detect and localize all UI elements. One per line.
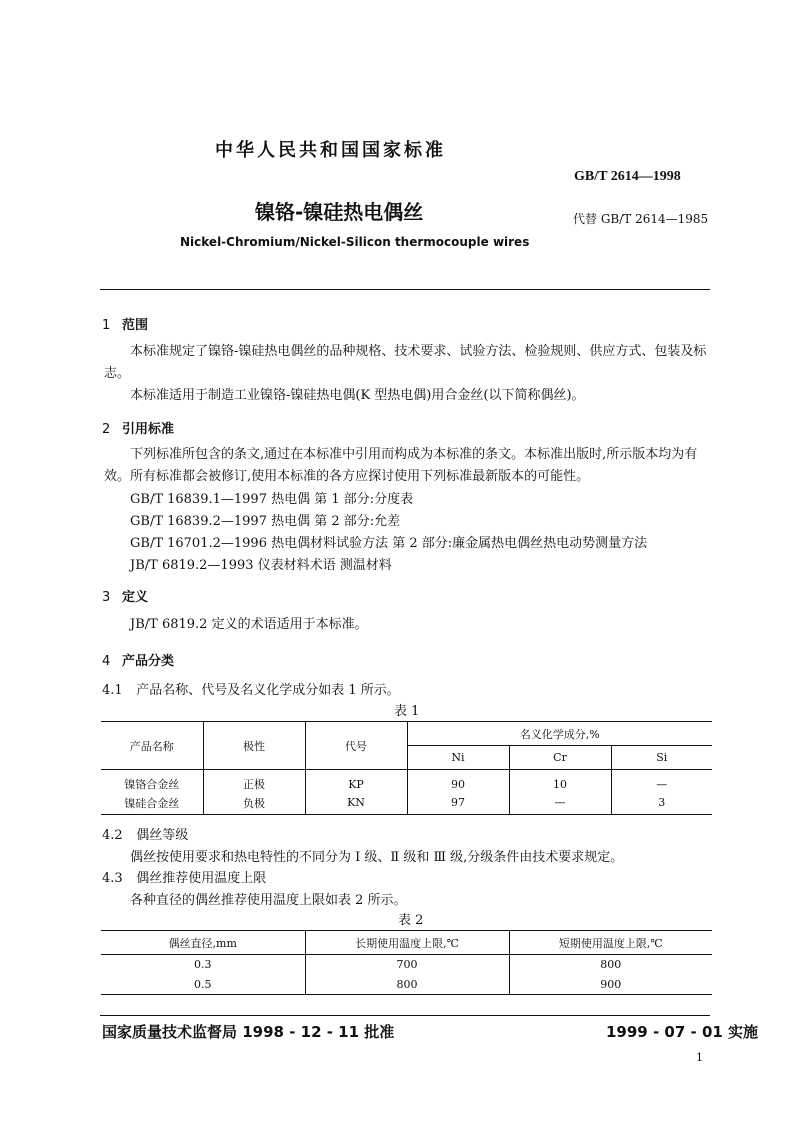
cell-name: 镍铬合金丝	[124, 778, 180, 791]
table-2-caption: 表 2	[398, 913, 424, 928]
subsection-4-3	[102, 867, 266, 886]
table-1-caption: 表 1	[394, 704, 420, 719]
section-number: 1	[102, 318, 111, 333]
cell-short-term: 900	[509, 975, 712, 995]
cell-si: —	[611, 770, 712, 793]
header-cr: Cr	[509, 746, 611, 770]
cell-polarity: 正极	[203, 770, 305, 793]
subsection-title: 偶丝推荐使用温度上限	[136, 871, 267, 886]
section-number: 4	[102, 654, 111, 669]
header-composition: 名义化学成分,%	[407, 722, 712, 746]
document-title-cn: 镍铬-镍硅热电偶丝	[255, 200, 424, 224]
cell-name: 镍硅合金丝	[124, 796, 180, 810]
header-ni: Ni	[407, 746, 509, 770]
cell-polarity: 负极	[203, 792, 305, 814]
cell-diameter: 0.3	[194, 958, 212, 972]
section-title: 产品分类	[122, 654, 175, 669]
standard-number: GB/T 2614—1998	[574, 169, 681, 184]
footer-rule	[100, 1015, 710, 1016]
section-1-paragraph-2: 本标准适用于制造工业镍铬-镍硅热电偶(K 型热电偶)用合金丝(以下简称偶丝)。	[130, 388, 585, 403]
subsection-4-2-text: 偶丝按使用要求和热电特性的不同分为 Ⅰ 级、Ⅱ 级和 Ⅲ 级,分级条件由技术要求规定。	[130, 850, 624, 865]
cell-code: KN	[305, 792, 407, 814]
section-title: 范围	[122, 318, 149, 333]
header-diameter: 偶丝直径,mm	[101, 931, 305, 955]
cell-cr: 10	[509, 770, 611, 793]
table-row	[101, 770, 712, 793]
cell-code: KP	[305, 770, 407, 793]
reference-item: GB/T 16839.2—1997 热电偶 第 2 部分:允差	[130, 514, 401, 529]
header-code: 代号	[305, 722, 407, 770]
section-4-heading	[102, 650, 174, 669]
cell-long-term: 700	[305, 955, 509, 975]
replaces-note: 代替 GB/T 2614—1985	[573, 212, 709, 226]
header-short-term: 短期使用温度上限,℃	[509, 931, 712, 955]
subsection-number: 4.2	[102, 828, 123, 843]
header-product-name: 产品名称	[101, 722, 203, 770]
header-si: Si	[611, 746, 712, 770]
table-2	[101, 930, 712, 995]
header-polarity: 极性	[203, 722, 305, 770]
document-title-en: Nickel-Chromium/Nickel-Silicon thermocouple wires	[180, 235, 530, 249]
section-title: 定义	[122, 590, 149, 605]
cell-cr: —	[509, 792, 611, 814]
table-row	[101, 975, 712, 995]
subsection-number: 4.3	[102, 871, 123, 886]
subsection-title: 偶丝等级	[136, 828, 189, 843]
subsection-text: 产品名称、代号及名义化学成分如表 1 所示。	[136, 683, 400, 698]
cell-ni: 90	[407, 770, 509, 793]
reference-item: GB/T 16839.1—1997 热电偶 第 1 部分:分度表	[130, 492, 414, 507]
reference-item: JB/T 6819.2—1993 仪表材料术语 测温材料	[130, 558, 392, 573]
subsection-4-3-text: 各种直径的偶丝推荐使用温度上限如表 2 所示。	[130, 893, 407, 908]
section-1-heading	[102, 314, 148, 333]
header-rule	[100, 289, 710, 290]
section-3-heading	[102, 586, 148, 605]
table-row	[101, 955, 712, 975]
cell-si: 3	[611, 792, 712, 814]
effective-date: 1999 - 07 - 01 实施	[606, 1023, 759, 1041]
cell-long-term: 800	[305, 975, 509, 995]
section-2-heading	[102, 418, 174, 437]
subsection-4-2	[102, 824, 188, 843]
reference-item: GB/T 16701.2—1996 热电偶材料试验方法 第 2 部分:廉金属热电偶丝热电动势测量方法	[130, 536, 648, 551]
section-title: 引用标准	[122, 422, 175, 437]
header-long-term: 长期使用温度上限,℃	[305, 931, 509, 955]
section-number: 2	[102, 422, 111, 437]
subsection-number: 4.1	[102, 683, 123, 698]
page-number: 1	[696, 1051, 703, 1064]
subsection-4-1	[102, 679, 400, 698]
approval-statement: 国家质量技术监督局 1998 - 12 - 11 批准	[102, 1023, 395, 1041]
national-standard-title: 中华人民共和国国家标准	[215, 140, 446, 161]
cell-short-term: 800	[509, 955, 712, 975]
section-2-paragraph: 下列标准所包含的条文,通过在本标准中引用而构成为本标准的条文。本标准出版时,所示版本均为有效。所有标准都会被修订,使用本标准的各方应探讨使用下列标准最新版本的可能性。	[104, 447, 698, 484]
table-1	[101, 721, 712, 815]
cell-diameter: 0.5	[194, 977, 212, 991]
section-1-paragraph-1: 本标准规定了镍铬-镍硅热电偶丝的品种规格、技术要求、试验方法、检验规则、供应方式、包装及标志。	[104, 344, 707, 381]
section-3-paragraph: JB/T 6819.2 定义的术语适用于本标准。	[130, 617, 368, 632]
cell-ni: 97	[407, 792, 509, 814]
section-number: 3	[102, 590, 111, 605]
table-row	[101, 792, 712, 814]
